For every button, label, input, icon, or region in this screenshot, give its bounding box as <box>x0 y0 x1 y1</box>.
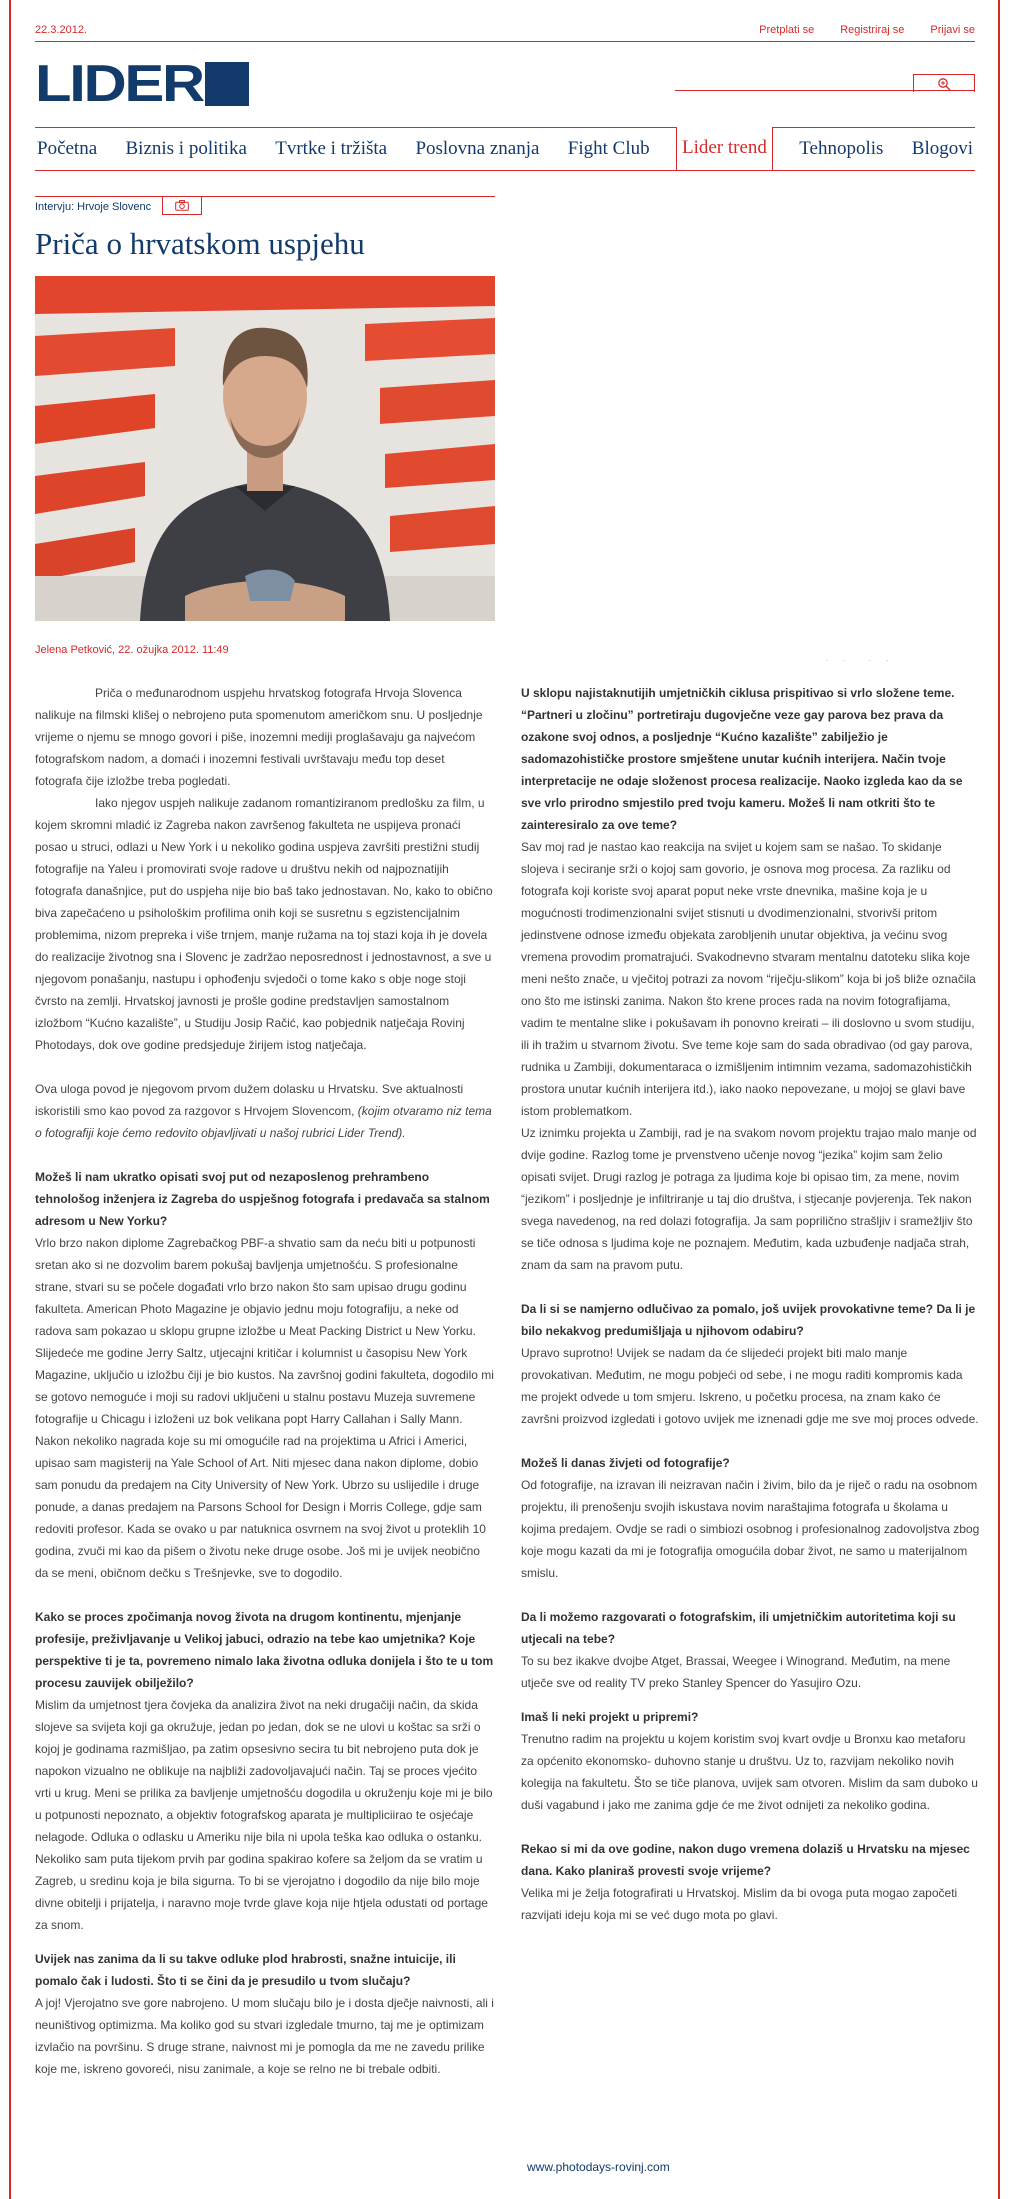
interview-answer: Trenutno radim na projektu u kojem koristim svoj kvart ovdje u Bronxu kao metaforu za općenito ekonomsko- duhovno stanje u društvu. Uz to, razvijam nekoliko novih kolegija na fakultetu. Što se tiče planova, uvijek sam otvoren. Mislim da sam duboko u duši vagabund i jako me zanima gdje će me život odnijeti za nekoliko godina. <box>521 1732 978 1812</box>
paragraph: Iako njegov uspjeh nalikuje zadanom romantiziranom predlošku za film, u kojem skromni mladić iz Zagreba nakon završenog fakulteta ne uspijeva pronaći posao u struci, odlazi u New York i u nekoliko godina uspjeva završiti prestižni studij fotografije na Yaleu i promovirati svoje radove u društvu nekih od najpoznatijih fotografa današnjice, put do uspjeha nije bio baš tako jednostavan. No, kako to obično biva zapečaćeno u psihološkim profilima onih koji se susretnu s egzistencijalnim problemima, nizom prepreka i više trnjem, manje ružama na toj stazi koja ih je dovela do realizacije životnog sna i Slovenc je zadržao neposrednost i jednostavnost, a sve u njegovom ponašanju, nastupu i ophođenju svjedoči o tome kako s obje noge stoji čvrsto na zemlji. Hrvatskoj javnosti je prošle godine predstavljen samostalnom izložbom “Kućno kazalište”, u Studiju Josip Račić, kao pobjednik natječaja Rovinj Photodays, dok ove godine predsjeduje žirijem istog natječaja. <box>35 796 493 1052</box>
nav-item-pocetna[interactable]: Početna <box>37 138 98 159</box>
article-header <box>35 196 495 216</box>
site-logo[interactable] <box>35 55 203 113</box>
interview-answer: Vrlo brzo nakon diplome Zagrebačkog PBF-a shvatio sam da neću biti u potpunosti sretan ako si ne dozvolim barem pokušaj bavljenja umjetnošću. S profesionalne strane, stvari su se počele događati vrlo brzo nakon što sam upisao drugu godinu fakulteta. American Photo Magazine je objavio jednu moju fotografiju, a neke od radova sam pokazao u sklopu grupne izložbe u Meat Packing District u New Yorku. Slijedeće me godine Jerry Saltz, utjecajni kritičar i kolumnist u časopisu New York Magazine, uključio u izložbu čiji je bio kustos. Na završnoj godini fakulteta, dogodilo mi se gotovo nemoguće i moji su radovi uključeni u stalnu postavu Muzeja suvremene fotografije u Chicagu i izloženi uz bok velikana popt Harry Callahan i Sally Mann. Nakon nekoliko nagrada koje su mi omogućile rad na projektima u Africi i Americi, upisao sam magisterij na Yale School of Art. Niti mjesec dana nakon diplome, dobio sam ponudu da predajem na City University of New York. Ubrzo su uslijedile i druge ponude, a danas predajem na Parsons School for Design i Morris College, gdje sam redoviti profesor. Kada se ovako u par natuknica osvrnem na svoj život u proteklih 10 godina, zvuči mi kao da pišem o životu neke druge osobe. Još mi je uvijek neobično da se meni, običnom dečku s Trešnjevke, sve to dogodilo. <box>35 1236 494 1580</box>
interview-answer: Mislim da umjetnost tjera čovjeka da analizira život na neki drugačiji način, da skida slojeve sa svijeta koji ga okružuje, jedan po jedan, dok se ne ulovi u koštac sa srži o kojoj je godinama razmišljao, pa zatim opsesivno secira tu bit nebrojeno puta dok je napokon vizualno ne oblikuje na najbliži zadovoljavajući način. Taj se proces vjećito vrti u krug. Meni se prilika za bavljenje umjetnošću dogodila u okruženju koje mi je bilo u potpunosti nepoznato, a objektiv fotografskog aparata je multipliciirao te osjećaje nelagode. Odluka o odlasku u Ameriku nije bila ni upola teška kao odluka o ostanku. Nekoliko sam puta tijekom prvih par godina spakirao kofere sa željom da se vratim u Zagreb, u sredinu koja je bila sigurna. To bi se vjerojatno i dogodilo da nije bilo moje divne obitelji i prijatelja, i naravno moje tvrde glave koja nije htjela odustati od portage za snom. <box>35 1698 493 1932</box>
login-link[interactable]: Prijavi se <box>930 24 975 36</box>
page-frame-right <box>998 0 1000 2199</box>
article-title: Priča o hrvatskom uspjehu <box>35 226 365 261</box>
photodays-link[interactable]: www.photodays-rovinj.com <box>527 2160 670 2174</box>
interview-answer: Upravo suprotno! Uvijek se nadam da će slijedeći projekt biti malo manje provokativan. Međutim, ne mogu pobjeći od sebe, i ne mogu raditi kompromis kada me projekt odvede u tom smjeru. Iskreno, u početku procesa, na znam kako će završni proizvod izgledati i gotovo uvijek me iznenadi gdje me sve moj proces odvede. <box>521 1346 979 1426</box>
register-link[interactable]: Registriraj se <box>840 24 905 36</box>
interview-question: Možeš li danas živjeti od fotografije? <box>521 1456 730 1470</box>
article-body-left <box>35 682 495 2080</box>
interview-answer: Uz iznimku projekta u Zambiji, rad je na svakom novom projektu trajao malo manje od dvije godine. Razlog tome je prvenstveno učenje novog “jezika” kojim sam želio opisati svijet. Drugi razlog je potraga za ljudima koje bi opisao tim, za mene, novim “jezikom” i posljednje je infiltriranje u taj dio društva, i stjecanje povjerenja. Tek nakon svega navedenog, na red dolazi fotografija. Ja sam popriličnо strašljiv i sramežljiv što se tiče odnosa s ljudima koje ne poznajem. Međutim, kada uzbuđenje nadjača strah, znam da sam na pravom putu. <box>521 1126 977 1272</box>
dots-decoration: · · · · <box>825 655 895 665</box>
nav-divider-bottom <box>35 170 975 171</box>
interview-question: Da li si se namjerno odlučivao za pomalo, još uvijek provokativne teme? Da li je bilo nekakvog predumišljaja u njihovom odabiru? <box>521 1302 976 1338</box>
interview-question: Možeš li nam ukratko opisati svoj put od nezaposlenog prehrambeno tehnološog inženjera iz Zagreba do uspješnog fotografa i predavača sa stalnom adresom u New Yorku? <box>35 1170 490 1228</box>
interview-answer: A joj! Vjerojatno sve gore nabrojeno. U mom slučaju bilo je i dosta dječje naivnosti, ali i neuništivog optimizma. Ma koliko god su stvari izgledale tmurno, taj me je optimizam izvlačio na površinu. S druge strane, naivnost mi je pomogla da me ne zavedu prilike koje me, iskreno govoreći, nisu zanimale, a koje se relno ne bi trebale odbiti. <box>35 1996 494 2076</box>
subscribe-link[interactable]: Pretplati se <box>759 24 815 36</box>
nav-item-biznis-i-politika[interactable]: Biznis i politika <box>125 138 247 159</box>
interview-question: Uvijek nas zanima da li su takve odluke plod hrabrosti, snažne intuicije, ili pomalo čak i ludosti. Što ti se čini da je presudilo u tvom slučaju? <box>35 1952 456 1988</box>
category-divider <box>35 196 495 197</box>
nav-item-tehnopolis[interactable]: Tehnopolis <box>799 138 884 159</box>
nav-item-tvrtke-i-trzista[interactable]: Tvrtke i tržišta <box>275 138 388 159</box>
main-navigation <box>35 128 975 170</box>
current-date: 22.3.2012. <box>35 24 87 36</box>
top-bar <box>35 22 975 40</box>
nav-item-poslovna-znanja[interactable]: Poslovna znanja <box>415 138 540 159</box>
gallery-button[interactable] <box>162 197 202 215</box>
interview-question: Rekao si mi da ove godine, nakon dugo vremena dolaziš u Hrvatsku na mjesec dana. Kako planiraš provesti svoje vrijeme? <box>521 1842 970 1878</box>
paragraph-italic: (kojim otvaramo niz tema o fotografiji koje ćemo redovito objavljivati u našoj rubrici Lider Trend). <box>35 1104 492 1140</box>
camera-icon <box>175 200 189 211</box>
nav-item-blogovi[interactable]: Blogovi <box>911 138 973 159</box>
portrait-photo <box>35 276 495 621</box>
interview-answer: Od fotografije, na izravan ili neizravan način i živim, bilo da je riječ o radu na osobnom projektu, ili prenošenju svojih iskustava novim naraštajima fotografa u školama u kojima predajem. Ovdje se radi o simbiozi osobnog i profesionalnog zadovoljstva zbog koje mogu kazati da mi je fotografija omogućila dobar život, ne samo u materijalnom smislu. <box>521 1478 980 1580</box>
logo-wordmark: LIDER <box>35 55 203 113</box>
nav-item-fight-club[interactable]: Fight Club <box>567 138 650 159</box>
category-row <box>35 196 495 216</box>
article-body-right <box>521 682 980 1926</box>
interview-answer: Velika mi je želja fotografirati u Hrvatskoj. Mislim da bi ovoga puta mogao započeti razvijati ideju koja mi se već dugo mota po glavi. <box>521 1886 958 1922</box>
interview-question: Da li možemo razgovarati o fotografskim, ili umjetničkim autoritetima koji su utjecali na tebe? <box>521 1610 956 1646</box>
page-frame-left <box>9 0 11 2199</box>
account-links <box>759 24 975 36</box>
top-divider <box>35 41 975 42</box>
portrait-illustration <box>35 276 495 621</box>
interview-answer: Sav moj rad je nastao kao reakcija na svijet u kojem sam se našao. To skidanje slojeva i seciranje srži o kojoj sam govorio, je osnova mog procesa. Za razliku od fotografa koji koriste svoj aparat poput neke vrste dnevnika, mašine koja je u mogućnosti trodimenzionalni svijet stisnuti u dvodimenzionalni, stvorivši pritom jedinstvene odnose između objekata zarobljenih unutar objektiva, ja većinu svog vremena provodim promatrajući. Svakodnevno stvaram mentalnu datoteku slika koje meni nešto znače, u vječitoj potrazi za novom “riječju-slikom” koja bi još bliže označila ono što me istinski zanima. Nakon što krene proces rada na novim fotografijama, vadim te mentalne slike i pokušavam ih ponovno kreirati – ili doslovno u svom studiju, ili ih tražim u stvarnom životu. Sve teme koje sam do sada obradivao (od gay parova, rudnika u Zambiji, dokumentarаca o izmišljenim intimnim vezama, sadomazohističkih prostora unutar kućnih interijera itd.), iako naoko nepovezane, u mojoj se glavi bave istom problematkom. <box>521 840 976 1118</box>
nav-item-lider-trend[interactable]: Lider trend <box>676 127 773 171</box>
search-button[interactable] <box>913 74 975 92</box>
logo-square-mark <box>205 62 249 106</box>
interview-question: Imaš li neki projekt u pripremi? <box>521 1710 699 1724</box>
interview-question: U sklopu najistaknutijih umjetničkih ciklusa prispitivao si vrlo složene teme. “Partneri u zločinu” portretiraju dugovječne veze gay parova bez prava da ozakone svoj odnos, a posljednje “Kućno kazalište” zabilježio je sadomazohističke prostore smještene unutar kućnih interijera. Način tvoje interpretacije ne odaje složenost procesa realizacije. Naoko izgleda kao da se sve vrlo prirodno smjestilo pred tvoju kameru. Možeš li nam otkriti što te zainteresiralo za ove teme? <box>521 686 963 832</box>
article-category[interactable]: Intervju: Hrvoje Slovenc <box>35 201 152 213</box>
paragraph-text: Ova uloga povod je njegovom prvom dužem dolasku u Hrvatsku. Sve aktualnosti iskoristili smo kao povod za razgovor s Hrvojem Slovencom, <box>35 1082 464 1118</box>
interview-answer: To su bez ikakve dvojbe Atget, Brassai, Weegee i Winogrand. Međutim, na mene utječe sve od reality TV preko Stanley Spencer do Yasujiro Ozu. <box>521 1654 951 1690</box>
interview-question: Kako se proces zpočimanja novog života na drugom kontinentu, mjenjanje profesije, preživljavanje u Velikoj jabuci, odrazio na tebe kao umjetnika? Koje perspektive ti je ta, povremeno nimalo laka životna odluka donijela i što te u tom procesu zauvijek obilježilo? <box>35 1610 494 1690</box>
search-icon <box>937 77 951 91</box>
article-byline: Jelena Petković, 22. ožujka 2012. 11:49 <box>35 644 229 656</box>
paragraph <box>35 1078 495 1144</box>
paragraph: Priča o međunarodnom uspjehu hrvatskog fotografa Hrvoja Slovenca nalikuje na filmski klišej o nebrojeno puta spomenutom američkom snu. U posljednje vrijeme o njemu se mnogo govori i piše, inozemni mediji proglašavaju ga najvećom fotografskom nadom, a domaći i inozemni festivali uvrštavaju među top deset fotografa čije izložbe treba pogledati. <box>35 686 483 788</box>
